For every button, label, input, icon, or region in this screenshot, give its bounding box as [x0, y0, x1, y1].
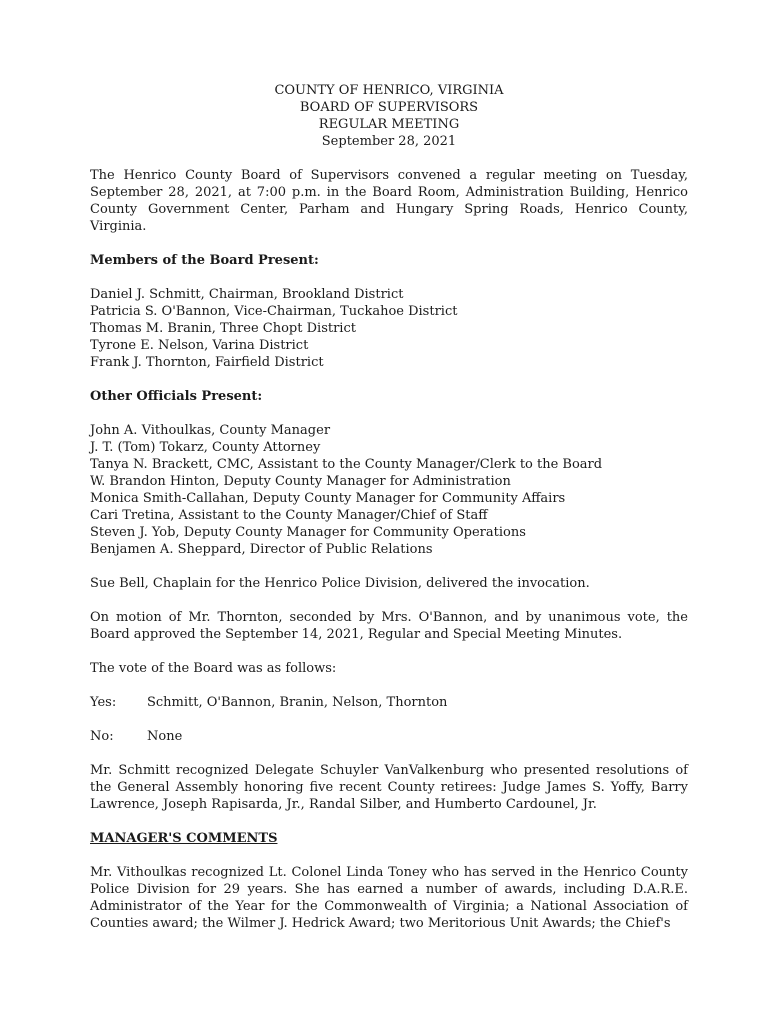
member-item: Frank J. Thornton, Fairfield District — [90, 355, 324, 370]
members-heading: Members of the Board Present: — [90, 253, 319, 268]
minutes-motion-paragraph: On motion of Mr. Thornton, seconded by Mrs. O'Bannon, and by unanimous vote, the Board approved the September 14, 2021, Regular and Special Meeting Minutes. — [90, 610, 688, 642]
officials-heading: Other Officials Present: — [90, 389, 263, 404]
intro-paragraph: The Henrico County Board of Supervisors convened a regular meeting on Tuesday, September 28, 2021, at 7:00 p.m. in the Board Room, Administration Building, Henrico County Government Center, Parham and Hungary Spring Roads, Henrico County, Virginia. — [90, 168, 688, 234]
header-meeting-type: REGULAR MEETING — [318, 117, 460, 132]
vote-no-row — [90, 728, 688, 745]
official-item: Benjamen A. Sheppard, Director of Public Relations — [90, 542, 433, 557]
official-item: W. Brandon Hinton, Deputy County Manager for Administration — [90, 474, 511, 489]
official-item: J. T. (Tom) Tokarz, County Attorney — [90, 440, 321, 455]
vote-no-label: No: — [90, 729, 114, 744]
member-item: Thomas M. Branin, Three Chopt District — [90, 321, 356, 336]
document-header — [90, 82, 688, 150]
header-board: BOARD OF SUPERVISORS — [299, 100, 479, 115]
header-county: COUNTY OF HENRICO, VIRGINIA — [274, 83, 504, 98]
header-date: September 28, 2021 — [321, 134, 457, 149]
official-item: Steven J. Yob, Deputy County Manager for Community Operations — [90, 525, 526, 540]
managers-comments-paragraph: Mr. Vithoulkas recognized Lt. Colonel Linda Toney who has served in the Henrico County Police Division for 29 years. She has earned a number of awards, including D.A.R.E. Administrator of the Year for the Commonwealth of Virginia; a National Association of Counties award; the Wilmer J. Hedrick Award; two Meritorious Unit Awards; the Chief's — [90, 865, 688, 931]
invocation-paragraph: Sue Bell, Chaplain for the Henrico Police Division, delivered the invocation. — [90, 576, 590, 591]
vote-yes-value: Schmitt, O'Bannon, Branin, Nelson, Thornton — [147, 695, 448, 710]
managers-comments-heading: MANAGER'S COMMENTS — [90, 831, 278, 846]
officials-list — [90, 422, 688, 558]
recognition-paragraph: Mr. Schmitt recognized Delegate Schuyler VanValkenburg who presented resolutions of the General Assembly honoring five recent County retirees: Judge James S. Yoffy, Barry Lawrence, Joseph Rapisarda, Jr., Randal Silber, and Humberto Cardounel, Jr. — [90, 763, 688, 812]
document-page — [90, 82, 688, 949]
official-item: Tanya N. Brackett, CMC, Assistant to the County Manager/Clerk to the Board — [90, 457, 603, 472]
official-item: John A. Vithoulkas, County Manager — [90, 423, 331, 438]
member-item: Daniel J. Schmitt, Chairman, Brookland District — [90, 287, 404, 302]
vote-yes-label: Yes: — [90, 695, 117, 710]
official-item: Monica Smith-Callahan, Deputy County Manager for Community Affairs — [90, 491, 566, 506]
member-item: Patricia S. O'Bannon, Vice-Chairman, Tuckahoe District — [90, 304, 458, 319]
vote-no-value: None — [147, 729, 183, 744]
official-item: Cari Tretina, Assistant to the County Manager/Chief of Staff — [90, 508, 488, 523]
vote-yes-row — [90, 694, 688, 711]
member-item: Tyrone E. Nelson, Varina District — [90, 338, 309, 353]
vote-intro: The vote of the Board was as follows: — [90, 661, 337, 676]
members-list — [90, 286, 688, 371]
